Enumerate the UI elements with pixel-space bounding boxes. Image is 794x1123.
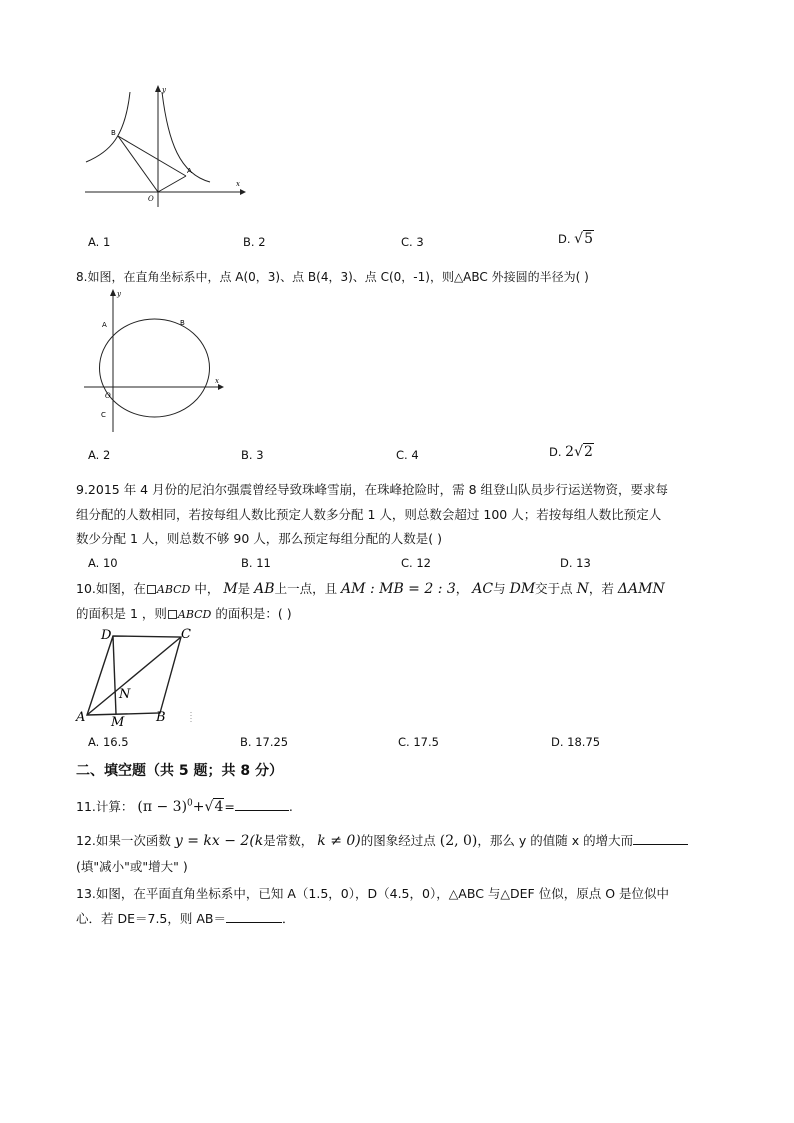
q9-line1: 9.2015 年 4 月份的尼泊尔强震曾经导致珠峰雪崩，在珠峰抢险时，需 8 组登山队员步行运送物资，要求每 (76, 482, 669, 497)
q11: 11.计算： $(\pi - 3)^0+√4=$ . (76, 798, 293, 815)
q11-expression: $(\pi - 3)^0+√4$ (137, 798, 224, 815)
q13-line1: 13.如图，在平面直角坐标系中，已知 A（1.5，0），D（4.5，0），△ABC 与△DEF 位似，原点 O 是位似中 (76, 886, 670, 901)
q7-x-arrow (240, 189, 246, 195)
q7-label-o: O (148, 195, 154, 203)
q10-option-d[interactable]: D. 18.75 (551, 735, 601, 749)
q9-line3: 数少分配 1 人，则总数不够 90 人，那么预定每组分配的人数是( ) (76, 531, 442, 546)
svg-text:C: C (181, 627, 191, 642)
parallelogram-symbol (168, 610, 177, 619)
q8-text: 8.如图，在直角坐标系中，点 A(0，3)、点 B(4，3)、点 C(0，-1)，则△ABC 外接圆的半径为( ) (76, 270, 589, 284)
q7-figure (80, 82, 250, 212)
q7-label-x: x (236, 180, 240, 188)
q11-answer-blank[interactable] (235, 810, 289, 811)
q12-line2: (填"减小"或"增大" ) (76, 859, 188, 874)
q9-option-a[interactable]: A. 10 (88, 556, 118, 570)
q12-answer-blank[interactable] (633, 844, 688, 845)
q7-option-a[interactable]: A. 1 (88, 235, 111, 249)
q9-option-b[interactable]: B. 11 (241, 556, 271, 570)
q8-label-o: O (105, 392, 111, 400)
q7-option-c[interactable]: C. 3 (401, 235, 424, 249)
q7-option-b[interactable]: B. 2 (243, 235, 266, 249)
q8-label-c: C (101, 411, 106, 419)
q8-option-c[interactable]: C. 4 (396, 448, 419, 462)
q10-line1: 10.如图，在 ABCD 中， M是 AB上一点，且 AM : MB = 2 : 3， AC与 DM交于点 N，若 ΔAMN (76, 581, 665, 597)
q7-option-d-label: D. (558, 232, 575, 246)
q13-answer-blank[interactable] (226, 922, 282, 923)
svg-text:D: D (101, 628, 112, 643)
q8-option-b[interactable]: B. 3 (241, 448, 264, 462)
q8-figure (80, 286, 230, 436)
q9-option-c[interactable]: C. 12 (401, 556, 431, 570)
q9-line2: 组分配的人数相同，若按每组人数比预定人数多分配 1 人，则总数会超过 100 人；若按每组人数比预定人 (76, 507, 662, 522)
q7-label-b: B (111, 129, 116, 137)
q8-option-d-label: D. (549, 445, 566, 459)
q10-line2: 的面积是 1 ，则 ABCD 的面积是：( ) (76, 606, 292, 621)
svg-text:M: M (111, 715, 125, 728)
q13-line2: 心．若 DE＝7.5，则 AB＝ ． (76, 911, 295, 926)
q7-left-curve (86, 92, 130, 162)
q10-option-b[interactable]: B. 17.25 (240, 735, 289, 749)
q8-label-a: A (102, 321, 107, 329)
q8-label-b: B (180, 319, 185, 327)
svg-text:A: A (76, 710, 86, 725)
q9-option-d[interactable]: D. 13 (560, 556, 591, 570)
q7-label-y: y (162, 86, 166, 94)
q7-label-a: A (187, 167, 192, 175)
q8-option-a[interactable]: A. 2 (88, 448, 111, 462)
svg-text:B: B (156, 710, 166, 725)
q10-figure (74, 624, 199, 728)
q8-label-y: y (117, 290, 121, 298)
sqrt5: √5 (574, 231, 594, 247)
section-heading: 二、填空题（共 5 题；共 8 分） (76, 763, 283, 779)
svg-text:N: N (119, 687, 131, 702)
q12-line1: 12.如果一次函数 y = kx − 2(k是常数， k ≠ 0)的图象经过点 (2, 0)，那么 y 的值随 x 的增大而 (76, 831, 688, 849)
q10-option-c[interactable]: C. 17.5 (398, 735, 439, 749)
q10-segment-dm (113, 636, 116, 714)
q8-option-d[interactable] (549, 444, 594, 460)
q7-y-arrow (155, 85, 161, 92)
q7-option-d[interactable] (558, 231, 594, 247)
q8-label-x: x (215, 377, 219, 385)
q10-option-a[interactable]: A. 16.5 (88, 735, 129, 749)
q7-right-curve (162, 92, 210, 182)
q8-circle (100, 319, 210, 417)
two-sqrt2: 2√2 (565, 444, 593, 460)
q10-diagonal-ac (87, 637, 181, 715)
parallelogram-symbol (147, 585, 156, 594)
